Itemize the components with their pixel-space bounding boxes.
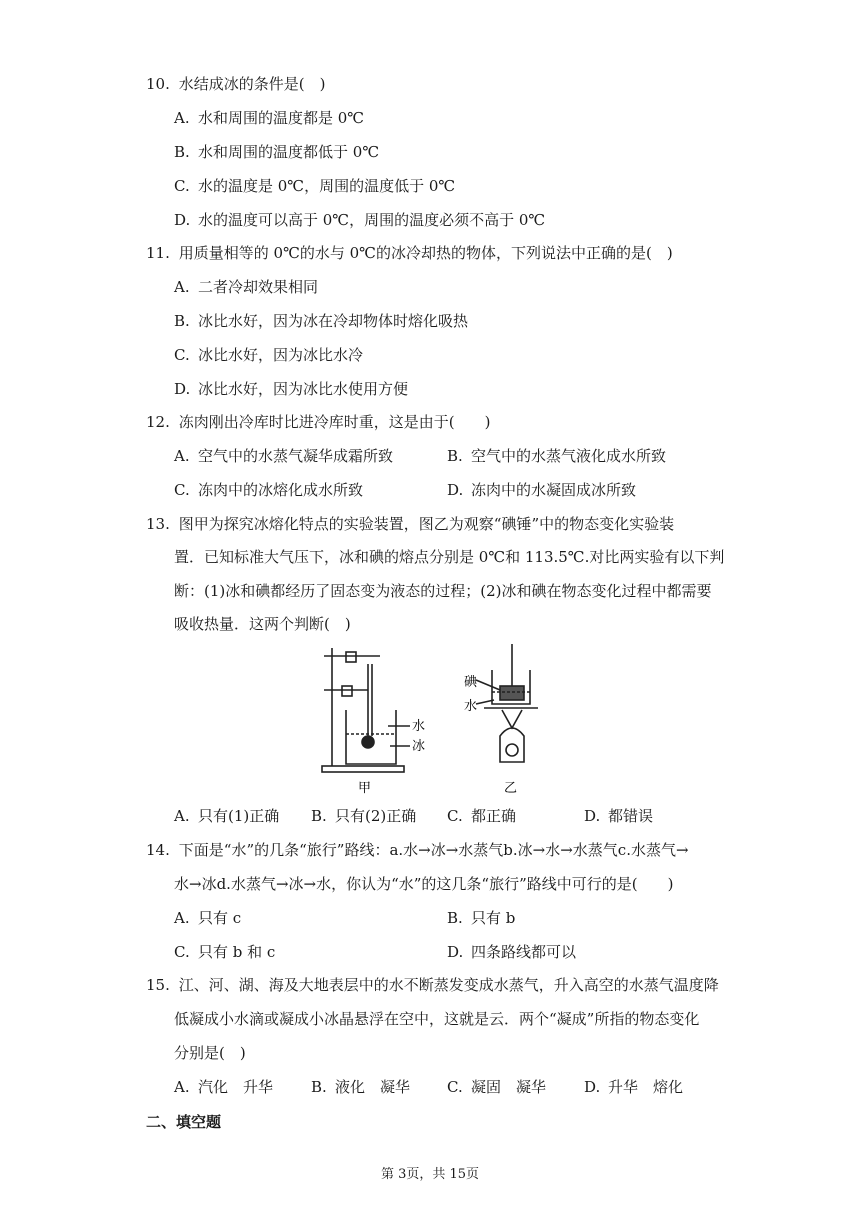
option-b: B. 只有(2)正确 — [311, 807, 417, 825]
option-b: B. 只有 b — [447, 909, 516, 927]
option-c: C. 冰比水好，因为冰比水冷 — [174, 346, 364, 364]
option-a: A. 水和周围的温度都是 0℃ — [174, 109, 365, 127]
option-b: B. 冰比水好，因为冰在冷却物体时熔化吸热 — [174, 312, 469, 330]
option-d: D. 升华 熔化 — [584, 1078, 684, 1096]
option-a: A. 只有(1)正确 — [174, 807, 280, 825]
question-stem-line: 吸收热量．这两个判断( ) — [174, 615, 351, 633]
option-b: B. 液化 凝华 — [311, 1078, 411, 1096]
question-stem-line: 置．已知标准大气压下，冰和碘的熔点分别是 0℃和 113.5℃.对比两实验有以下判 — [174, 548, 725, 566]
question-number: 11. — [146, 244, 170, 262]
option-d: D. 都错误 — [584, 807, 654, 825]
question-number: 13. — [146, 515, 170, 533]
question-stem-line: 江、河、湖、海及大地表层中的水不断蒸发变成水蒸气，升入高空的水蒸气温度降 — [178, 976, 719, 994]
option-c: C. 都正确 — [447, 807, 517, 825]
option-d: D. 水的温度可以高于 0℃，周围的温度必须不高于 0℃ — [174, 211, 546, 229]
question-stem: 冻肉刚出冷库时比进冷库时重，这是由于( ) — [178, 413, 491, 431]
label-water-yi: 水 — [464, 699, 478, 714]
option-c: C. 凝固 凝华 — [447, 1078, 547, 1096]
label-yi: 乙 — [504, 781, 518, 796]
question-stem-line: 分别是( ) — [174, 1044, 246, 1062]
experiment-figure — [316, 640, 556, 804]
alcohol-lamp — [500, 728, 524, 762]
question-13 — [146, 514, 674, 534]
question-stem-line: 下面是“水”的几条“旅行”路线：a.水→冰→水蒸气b.冰→水→水蒸气c.水蒸气→ — [178, 841, 689, 859]
label-ice: 冰 — [412, 739, 426, 754]
option-a: A. 空气中的水蒸气凝华成霜所致 — [174, 447, 394, 465]
option-c: C. 冻肉中的冰熔化成水所致 — [174, 481, 364, 499]
option-d: D. 冰比水好，因为冰比水使用方便 — [174, 380, 409, 398]
stand-base — [322, 766, 404, 772]
option-b: B. 空气中的水蒸气液化成水所致 — [447, 447, 667, 465]
question-number: 10. — [146, 75, 170, 93]
question-12 — [146, 412, 491, 432]
apparatus-diagram — [316, 640, 556, 800]
question-stem-line: 图甲为探究冰熔化特点的实验装置，图乙为观察“碘锤”中的物态变化实验装 — [178, 515, 675, 533]
option-d: D. 四条路线都可以 — [447, 943, 577, 961]
question-15 — [146, 975, 719, 995]
option-c: C. 只有 b 和 c — [174, 943, 276, 961]
question-number: 12. — [146, 413, 170, 431]
iodine-hammer — [500, 686, 524, 700]
question-14 — [146, 840, 689, 860]
label-jia: 甲 — [358, 781, 372, 796]
section-title: 二、填空题 — [146, 1113, 222, 1131]
option-d: D. 冻肉中的水凝固成冰所致 — [447, 481, 637, 499]
question-11 — [146, 243, 673, 263]
option-a: A. 汽化 升华 — [174, 1078, 274, 1096]
question-stem-line: 水→冰d.水蒸气→冰→水，你认为“水”的这几条“旅行”路线中可行的是( ) — [174, 875, 674, 893]
question-stem-line: 低凝成小水滴或凝成小冰晶悬浮在空中，这就是云．两个“凝成”所指的物态变化 — [174, 1010, 700, 1028]
question-stem-line: 断：(1)冰和碘都经历了固态变为液态的过程；(2)冰和碘在物态变化过程中都需要 — [174, 582, 712, 600]
option-a: A. 只有 c — [174, 909, 242, 927]
label-iodine: 碘 — [464, 675, 478, 690]
question-number: 15. — [146, 976, 170, 994]
question-stem: 用质量相等的 0℃的水与 0℃的冰冷却热的物体，下列说法中正确的是( ) — [178, 244, 673, 262]
question-10 — [146, 74, 326, 94]
page-footer: 第 3页，共 15页 — [380, 1167, 480, 1182]
option-a: A. 二者冷却效果相同 — [174, 278, 319, 296]
question-stem: 水结成冰的条件是( ) — [178, 75, 326, 93]
question-number: 14. — [146, 841, 170, 859]
ice-sample — [362, 736, 374, 748]
option-b: B. 水和周围的温度都低于 0℃ — [174, 143, 380, 161]
label-water: 水 — [412, 719, 426, 734]
option-c: C. 水的温度是 0℃，周围的温度低于 0℃ — [174, 177, 456, 195]
